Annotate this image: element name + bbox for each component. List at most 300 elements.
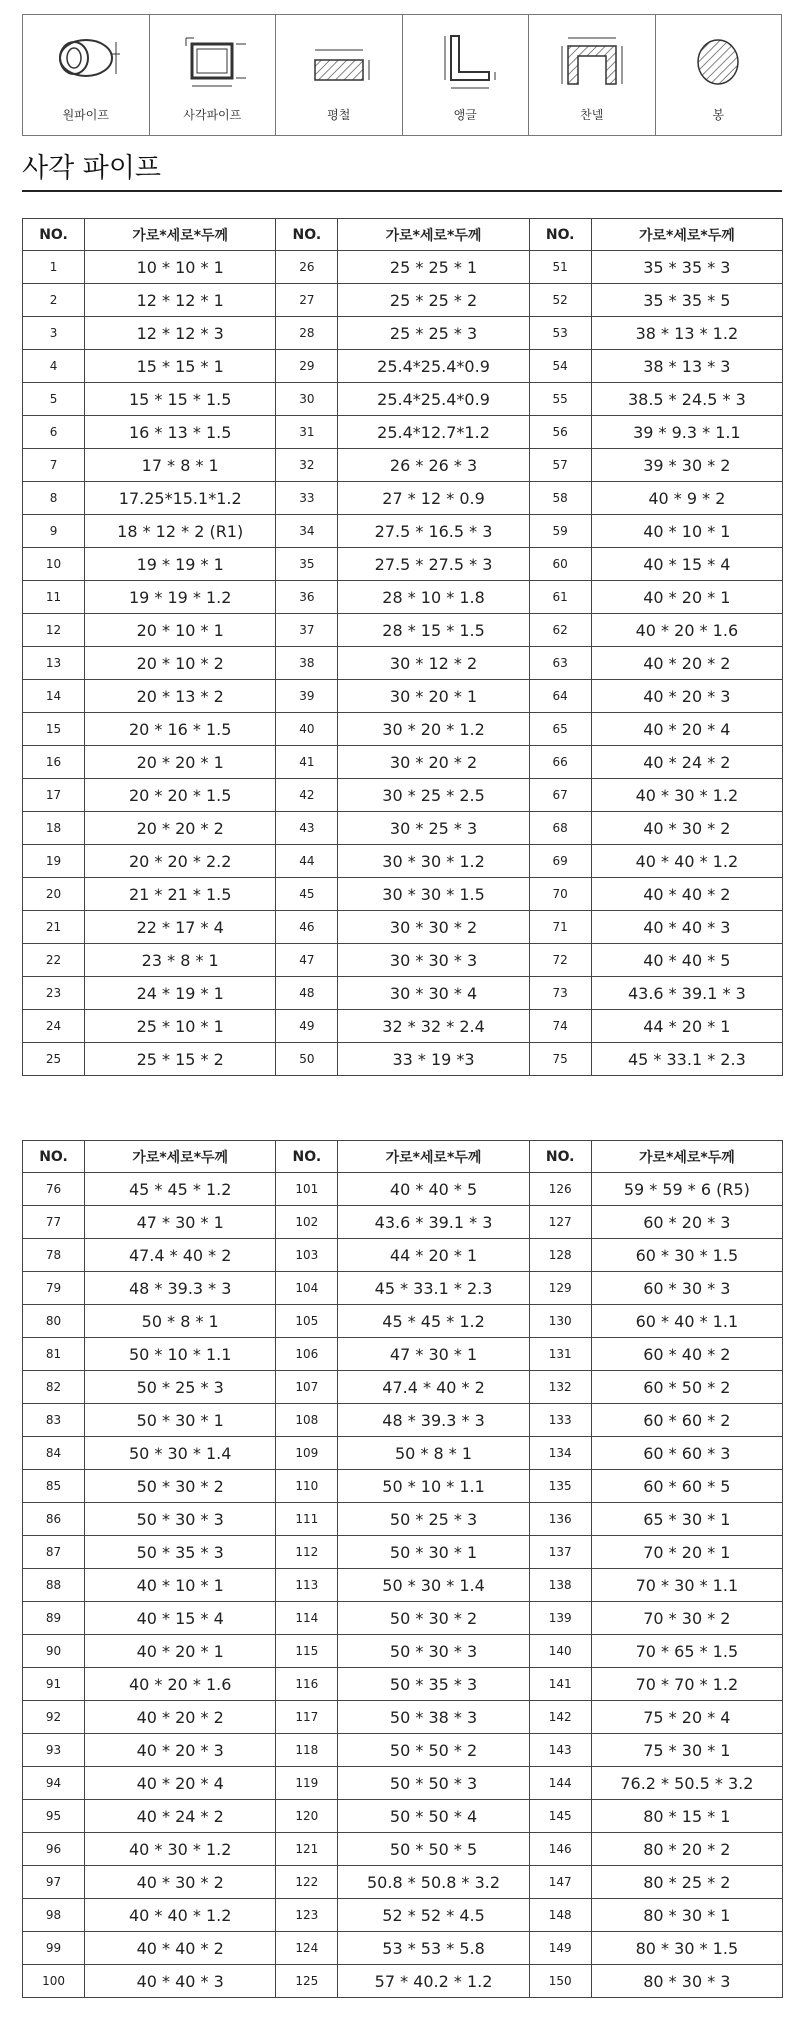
- table-row: [23, 1833, 783, 1866]
- item-size: 53 * 53 * 5.8: [338, 1932, 529, 1965]
- item-size: 20 * 20 * 1: [85, 746, 276, 779]
- item-number: 21: [23, 911, 85, 944]
- table-row: [23, 1206, 783, 1239]
- item-size: 28 * 10 * 1.8: [338, 581, 529, 614]
- item-size: 40 * 40 * 5: [591, 944, 782, 977]
- item-size: 40 * 20 * 1.6: [591, 614, 782, 647]
- item-number: 111: [276, 1503, 338, 1536]
- item-size: 80 * 30 * 1.5: [591, 1932, 782, 1965]
- item-size: 47.4 * 40 * 2: [338, 1371, 529, 1404]
- item-size: 39 * 30 * 2: [591, 449, 782, 482]
- item-number: 120: [276, 1800, 338, 1833]
- table-row: [23, 548, 783, 581]
- item-size: 18 * 12 * 2 (R1): [85, 515, 276, 548]
- table-row: [23, 515, 783, 548]
- item-number: 65: [529, 713, 591, 746]
- item-size: 60 * 30 * 3: [591, 1272, 782, 1305]
- item-number: 62: [529, 614, 591, 647]
- item-number: 110: [276, 1470, 338, 1503]
- item-number: 91: [23, 1668, 85, 1701]
- item-size: 60 * 20 * 3: [591, 1206, 782, 1239]
- item-number: 24: [23, 1010, 85, 1043]
- table-row: [23, 1734, 783, 1767]
- table-row: [23, 1404, 783, 1437]
- item-size: 25 * 15 * 2: [85, 1043, 276, 1076]
- item-number: 2: [23, 284, 85, 317]
- table-row: [23, 680, 783, 713]
- item-size: 17 * 8 * 1: [85, 449, 276, 482]
- item-size: 80 * 15 * 1: [591, 1800, 782, 1833]
- item-number: 56: [529, 416, 591, 449]
- item-size: 28 * 15 * 1.5: [338, 614, 529, 647]
- item-number: 63: [529, 647, 591, 680]
- category-bar: [22, 14, 782, 136]
- item-number: 137: [529, 1536, 591, 1569]
- item-size: 32 * 32 * 2.4: [338, 1010, 529, 1043]
- item-size: 50 * 50 * 5: [338, 1833, 529, 1866]
- item-size: 50 * 25 * 3: [85, 1371, 276, 1404]
- item-number: 130: [529, 1305, 591, 1338]
- item-number: 118: [276, 1734, 338, 1767]
- item-number: 98: [23, 1899, 85, 1932]
- item-size: 50 * 30 * 3: [338, 1635, 529, 1668]
- size-table-2: [22, 1140, 783, 1998]
- item-size: 17.25*15.1*1.2: [85, 482, 276, 515]
- item-size: 27.5 * 27.5 * 3: [338, 548, 529, 581]
- item-number: 140: [529, 1635, 591, 1668]
- category-flat-bar[interactable]: [276, 15, 403, 135]
- item-size: 23 * 8 * 1: [85, 944, 276, 977]
- item-size: 50 * 10 * 1.1: [85, 1338, 276, 1371]
- item-number: 97: [23, 1866, 85, 1899]
- item-size: 40 * 15 * 4: [591, 548, 782, 581]
- item-size: 45 * 45 * 1.2: [338, 1305, 529, 1338]
- item-size: 44 * 20 * 1: [591, 1010, 782, 1043]
- header-no: NO.: [529, 219, 591, 251]
- item-number: 93: [23, 1734, 85, 1767]
- item-size: 70 * 30 * 1.1: [591, 1569, 782, 1602]
- item-size: 25.4*25.4*0.9: [338, 350, 529, 383]
- item-number: 119: [276, 1767, 338, 1800]
- item-number: 1: [23, 251, 85, 284]
- category-label: 앵글: [453, 108, 477, 122]
- item-size: 40 * 30 * 2: [85, 1866, 276, 1899]
- item-size: 20 * 20 * 2: [85, 812, 276, 845]
- item-number: 51: [529, 251, 591, 284]
- item-number: 138: [529, 1569, 591, 1602]
- item-size: 40 * 20 * 1: [85, 1635, 276, 1668]
- item-size: 40 * 30 * 1.2: [85, 1833, 276, 1866]
- item-size: 35 * 35 * 5: [591, 284, 782, 317]
- item-number: 128: [529, 1239, 591, 1272]
- item-number: 9: [23, 515, 85, 548]
- item-number: 15: [23, 713, 85, 746]
- item-size: 45 * 33.1 * 2.3: [338, 1272, 529, 1305]
- item-number: 38: [276, 647, 338, 680]
- table-row: [23, 1503, 783, 1536]
- item-size: 60 * 60 * 3: [591, 1437, 782, 1470]
- item-size: 12 * 12 * 1: [85, 284, 276, 317]
- item-number: 104: [276, 1272, 338, 1305]
- item-number: 14: [23, 680, 85, 713]
- item-size: 30 * 30 * 1.2: [338, 845, 529, 878]
- item-number: 86: [23, 1503, 85, 1536]
- item-number: 80: [23, 1305, 85, 1338]
- table-row: [23, 1239, 783, 1272]
- category-label: 사각파이프: [183, 108, 242, 122]
- item-size: 50 * 50 * 3: [338, 1767, 529, 1800]
- item-size: 40 * 40 * 2: [85, 1932, 276, 1965]
- header-size: 가로*세로*두께: [338, 219, 529, 251]
- item-number: 82: [23, 1371, 85, 1404]
- header-no: NO.: [276, 1141, 338, 1173]
- item-size: 39 * 9.3 * 1.1: [591, 416, 782, 449]
- item-number: 10: [23, 548, 85, 581]
- table-row: [23, 1800, 783, 1833]
- item-size: 20 * 10 * 1: [85, 614, 276, 647]
- item-size: 25.4*25.4*0.9: [338, 383, 529, 416]
- item-number: 81: [23, 1338, 85, 1371]
- header-no: NO.: [23, 1141, 85, 1173]
- item-size: 43.6 * 39.1 * 3: [338, 1206, 529, 1239]
- item-size: 50 * 50 * 4: [338, 1800, 529, 1833]
- item-number: 129: [529, 1272, 591, 1305]
- item-size: 50 * 50 * 2: [338, 1734, 529, 1767]
- category-angle[interactable]: [403, 15, 530, 135]
- item-number: 57: [529, 449, 591, 482]
- item-size: 35 * 35 * 3: [591, 251, 782, 284]
- item-number: 105: [276, 1305, 338, 1338]
- item-size: 45 * 45 * 1.2: [85, 1173, 276, 1206]
- item-size: 25 * 25 * 3: [338, 317, 529, 350]
- item-number: 59: [529, 515, 591, 548]
- item-number: 31: [276, 416, 338, 449]
- table-row: [23, 317, 783, 350]
- item-number: 48: [276, 977, 338, 1010]
- item-size: 50 * 35 * 3: [338, 1668, 529, 1701]
- item-number: 37: [276, 614, 338, 647]
- item-size: 26 * 26 * 3: [338, 449, 529, 482]
- item-number: 53: [529, 317, 591, 350]
- table-row: [23, 416, 783, 449]
- category-label: 원파이프: [62, 108, 109, 122]
- table-row: [23, 1272, 783, 1305]
- item-size: 40 * 20 * 2: [85, 1701, 276, 1734]
- item-number: 100: [23, 1965, 85, 1998]
- item-number: 114: [276, 1602, 338, 1635]
- table-header-row: [23, 219, 783, 251]
- item-size: 60 * 40 * 2: [591, 1338, 782, 1371]
- item-number: 113: [276, 1569, 338, 1602]
- item-number: 126: [529, 1173, 591, 1206]
- item-size: 80 * 30 * 1: [591, 1899, 782, 1932]
- item-number: 11: [23, 581, 85, 614]
- header-no: NO.: [529, 1141, 591, 1173]
- square-pipe-icon: [162, 24, 262, 102]
- item-size: 80 * 30 * 3: [591, 1965, 782, 1998]
- header-size: 가로*세로*두께: [338, 1141, 529, 1173]
- item-size: 50 * 8 * 1: [85, 1305, 276, 1338]
- item-number: 45: [276, 878, 338, 911]
- item-number: 84: [23, 1437, 85, 1470]
- item-number: 47: [276, 944, 338, 977]
- item-number: 102: [276, 1206, 338, 1239]
- category-label: 평철: [327, 108, 351, 122]
- item-size: 60 * 30 * 1.5: [591, 1239, 782, 1272]
- table-row: [23, 779, 783, 812]
- item-number: 101: [276, 1173, 338, 1206]
- round-bar-icon: [668, 24, 768, 102]
- item-size: 40 * 20 * 2: [591, 647, 782, 680]
- item-number: 122: [276, 1866, 338, 1899]
- item-size: 70 * 70 * 1.2: [591, 1668, 782, 1701]
- item-size: 40 * 40 * 5: [338, 1173, 529, 1206]
- item-number: 60: [529, 548, 591, 581]
- item-number: 43: [276, 812, 338, 845]
- item-number: 34: [276, 515, 338, 548]
- item-size: 30 * 12 * 2: [338, 647, 529, 680]
- table-row: [23, 1635, 783, 1668]
- item-number: 49: [276, 1010, 338, 1043]
- item-size: 75 * 30 * 1: [591, 1734, 782, 1767]
- item-number: 12: [23, 614, 85, 647]
- item-size: 40 * 40 * 3: [591, 911, 782, 944]
- item-number: 66: [529, 746, 591, 779]
- table-row: [23, 383, 783, 416]
- item-size: 25.4*12.7*1.2: [338, 416, 529, 449]
- item-number: 94: [23, 1767, 85, 1800]
- channel-icon: [542, 24, 642, 102]
- item-size: 40 * 40 * 3: [85, 1965, 276, 1998]
- item-size: 25 * 25 * 2: [338, 284, 529, 317]
- item-number: 117: [276, 1701, 338, 1734]
- item-size: 30 * 30 * 2: [338, 911, 529, 944]
- item-size: 25 * 10 * 1: [85, 1010, 276, 1043]
- table-row: [23, 1305, 783, 1338]
- flat-bar-icon: [289, 24, 389, 102]
- table-row: [23, 350, 783, 383]
- item-number: 36: [276, 581, 338, 614]
- item-size: 15 * 15 * 1: [85, 350, 276, 383]
- item-size: 43.6 * 39.1 * 3: [591, 977, 782, 1010]
- item-number: 147: [529, 1866, 591, 1899]
- item-number: 13: [23, 647, 85, 680]
- item-size: 40 * 20 * 1: [591, 581, 782, 614]
- item-number: 29: [276, 350, 338, 383]
- item-number: 83: [23, 1404, 85, 1437]
- item-number: 108: [276, 1404, 338, 1437]
- item-size: 40 * 10 * 1: [85, 1569, 276, 1602]
- item-number: 116: [276, 1668, 338, 1701]
- item-size: 16 * 13 * 1.5: [85, 416, 276, 449]
- item-size: 20 * 16 * 1.5: [85, 713, 276, 746]
- angle-icon: [415, 24, 515, 102]
- item-number: 5: [23, 383, 85, 416]
- item-size: 50.8 * 50.8 * 3.2: [338, 1866, 529, 1899]
- item-size: 30 * 20 * 1.2: [338, 713, 529, 746]
- item-size: 44 * 20 * 1: [338, 1239, 529, 1272]
- item-number: 50: [276, 1043, 338, 1076]
- item-number: 33: [276, 482, 338, 515]
- item-size: 47 * 30 * 1: [338, 1338, 529, 1371]
- table-header-row: [23, 1141, 783, 1173]
- item-number: 148: [529, 1899, 591, 1932]
- item-number: 107: [276, 1371, 338, 1404]
- item-size: 50 * 30 * 3: [85, 1503, 276, 1536]
- item-size: 47.4 * 40 * 2: [85, 1239, 276, 1272]
- item-size: 30 * 20 * 1: [338, 680, 529, 713]
- item-number: 52: [529, 284, 591, 317]
- item-number: 70: [529, 878, 591, 911]
- item-number: 85: [23, 1470, 85, 1503]
- item-number: 123: [276, 1899, 338, 1932]
- item-number: 54: [529, 350, 591, 383]
- item-size: 33 * 19 *3: [338, 1043, 529, 1076]
- table-row: [23, 1371, 783, 1404]
- table-row: [23, 1338, 783, 1371]
- table-row: [23, 1701, 783, 1734]
- item-number: 75: [529, 1043, 591, 1076]
- item-size: 38 * 13 * 1.2: [591, 317, 782, 350]
- item-number: 133: [529, 1404, 591, 1437]
- item-number: 55: [529, 383, 591, 416]
- item-number: 73: [529, 977, 591, 1010]
- item-number: 74: [529, 1010, 591, 1043]
- item-number: 67: [529, 779, 591, 812]
- item-number: 7: [23, 449, 85, 482]
- item-size: 40 * 40 * 1.2: [591, 845, 782, 878]
- item-number: 103: [276, 1239, 338, 1272]
- item-number: 17: [23, 779, 85, 812]
- table-row: [23, 878, 783, 911]
- item-number: 92: [23, 1701, 85, 1734]
- item-size: 48 * 39.3 * 3: [85, 1272, 276, 1305]
- item-size: 45 * 33.1 * 2.3: [591, 1043, 782, 1076]
- item-size: 40 * 15 * 4: [85, 1602, 276, 1635]
- item-number: 135: [529, 1470, 591, 1503]
- item-size: 19 * 19 * 1.2: [85, 581, 276, 614]
- item-number: 6: [23, 416, 85, 449]
- table-row: [23, 482, 783, 515]
- item-size: 30 * 30 * 4: [338, 977, 529, 1010]
- item-size: 15 * 15 * 1.5: [85, 383, 276, 416]
- item-number: 35: [276, 548, 338, 581]
- item-number: 95: [23, 1800, 85, 1833]
- item-number: 115: [276, 1635, 338, 1668]
- table-row: [23, 1569, 783, 1602]
- item-number: 64: [529, 680, 591, 713]
- table-row: [23, 944, 783, 977]
- item-number: 18: [23, 812, 85, 845]
- item-number: 19: [23, 845, 85, 878]
- item-size: 10 * 10 * 1: [85, 251, 276, 284]
- item-size: 40 * 20 * 1.6: [85, 1668, 276, 1701]
- table-row: [23, 1668, 783, 1701]
- item-size: 50 * 25 * 3: [338, 1503, 529, 1536]
- item-number: 8: [23, 482, 85, 515]
- category-round-bar[interactable]: [656, 15, 782, 135]
- table-row: [23, 1602, 783, 1635]
- header-no: NO.: [276, 219, 338, 251]
- table-row: [23, 1173, 783, 1206]
- item-size: 40 * 20 * 4: [85, 1767, 276, 1800]
- item-number: 42: [276, 779, 338, 812]
- item-size: 40 * 30 * 1.2: [591, 779, 782, 812]
- item-number: 96: [23, 1833, 85, 1866]
- item-size: 40 * 9 * 2: [591, 482, 782, 515]
- item-size: 57 * 40.2 * 1.2: [338, 1965, 529, 1998]
- item-size: 50 * 10 * 1.1: [338, 1470, 529, 1503]
- round-pipe-icon: [36, 24, 136, 102]
- category-round-pipe[interactable]: [23, 15, 150, 135]
- item-number: 142: [529, 1701, 591, 1734]
- header-size: 가로*세로*두께: [85, 1141, 276, 1173]
- item-size: 52 * 52 * 4.5: [338, 1899, 529, 1932]
- item-number: 44: [276, 845, 338, 878]
- header-no: NO.: [23, 219, 85, 251]
- item-number: 145: [529, 1800, 591, 1833]
- item-number: 124: [276, 1932, 338, 1965]
- table-row: [23, 977, 783, 1010]
- item-number: 46: [276, 911, 338, 944]
- item-number: 4: [23, 350, 85, 383]
- item-number: 139: [529, 1602, 591, 1635]
- item-number: 134: [529, 1437, 591, 1470]
- item-size: 25 * 25 * 1: [338, 251, 529, 284]
- table-row: [23, 746, 783, 779]
- item-size: 40 * 24 * 2: [591, 746, 782, 779]
- table-row: [23, 614, 783, 647]
- item-number: 89: [23, 1602, 85, 1635]
- table-row: [23, 1899, 783, 1932]
- item-number: 41: [276, 746, 338, 779]
- item-number: 79: [23, 1272, 85, 1305]
- item-number: 90: [23, 1635, 85, 1668]
- item-size: 47 * 30 * 1: [85, 1206, 276, 1239]
- item-size: 50 * 30 * 2: [85, 1470, 276, 1503]
- header-size: 가로*세로*두께: [591, 1141, 782, 1173]
- item-number: 99: [23, 1932, 85, 1965]
- item-size: 22 * 17 * 4: [85, 911, 276, 944]
- item-number: 26: [276, 251, 338, 284]
- category-channel[interactable]: [529, 15, 656, 135]
- item-number: 27: [276, 284, 338, 317]
- table-row: [23, 1932, 783, 1965]
- category-square-pipe[interactable]: [150, 15, 277, 135]
- table-row: [23, 1043, 783, 1076]
- item-size: 27.5 * 16.5 * 3: [338, 515, 529, 548]
- item-number: 23: [23, 977, 85, 1010]
- item-number: 88: [23, 1569, 85, 1602]
- item-size: 40 * 40 * 1.2: [85, 1899, 276, 1932]
- item-size: 50 * 35 * 3: [85, 1536, 276, 1569]
- table-row: [23, 647, 783, 680]
- item-number: 25: [23, 1043, 85, 1076]
- table-row: [23, 812, 783, 845]
- item-size: 40 * 20 * 3: [591, 680, 782, 713]
- item-number: 77: [23, 1206, 85, 1239]
- item-number: 121: [276, 1833, 338, 1866]
- item-size: 40 * 30 * 2: [591, 812, 782, 845]
- table-row: [23, 713, 783, 746]
- item-size: 80 * 25 * 2: [591, 1866, 782, 1899]
- item-number: 144: [529, 1767, 591, 1800]
- item-size: 50 * 30 * 2: [338, 1602, 529, 1635]
- item-number: 61: [529, 581, 591, 614]
- item-size: 24 * 19 * 1: [85, 977, 276, 1010]
- table-row: [23, 1767, 783, 1800]
- item-size: 48 * 39.3 * 3: [338, 1404, 529, 1437]
